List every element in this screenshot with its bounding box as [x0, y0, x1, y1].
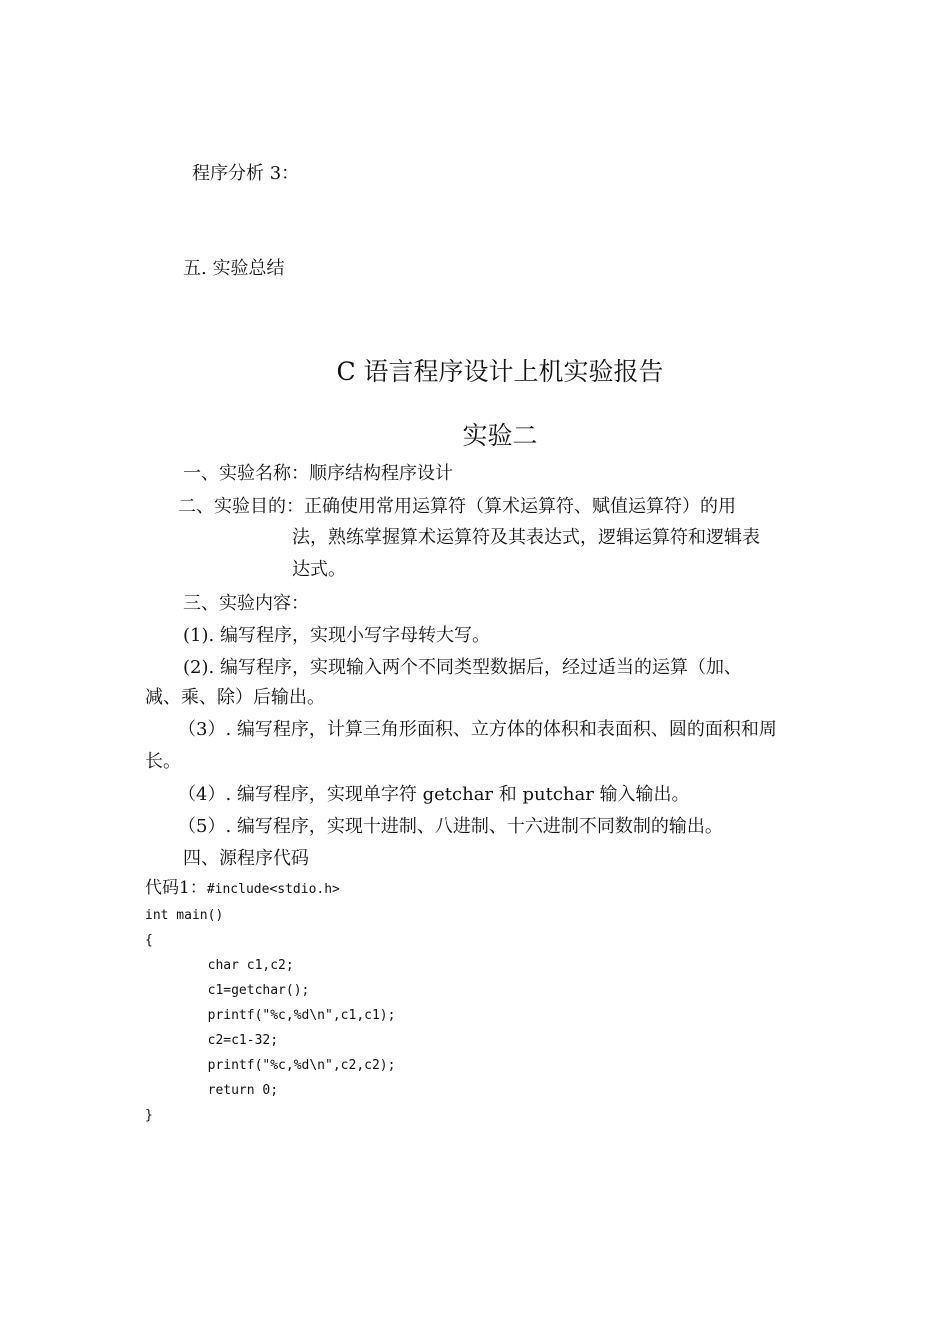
- code-line-10: }: [145, 1108, 153, 1123]
- task-2-line1: (2). 编写程序，实现输入两个不同类型数据后，经过适当的运算（加、: [183, 657, 742, 678]
- code-line-8: printf("%c,%d\n",c2,c2);: [145, 1058, 396, 1073]
- code-line-7: c2=c1-32;: [145, 1033, 279, 1048]
- program-analysis-3: 程序分析 3：: [192, 163, 300, 184]
- task-3-line2: 长。: [145, 751, 181, 772]
- experiment-content-heading: 三、实验内容：: [183, 593, 309, 614]
- code-line-6: printf("%c,%d\n",c1,c1);: [145, 1008, 396, 1023]
- task-5: （5）. 编写程序，实现十进制、八进制、十六进制不同数制的输出。: [178, 816, 723, 837]
- section-summary-heading: 五. 实验总结: [183, 258, 285, 279]
- report-title: C 语言程序设计上机实验报告: [336, 357, 664, 386]
- task-1: (1). 编写程序，实现小写字母转大写。: [183, 625, 490, 646]
- experiment-purpose-line2: 法，熟练掌握算术运算符及其表达式，逻辑运算符和逻辑表: [292, 527, 760, 548]
- task-4: （4）. 编写程序，实现单字符 getchar 和 putchar 输入输出。: [178, 784, 690, 805]
- task-2-line2: 减、乘、除）后输出。: [145, 687, 325, 708]
- code-line-4: char c1,c2;: [145, 958, 294, 973]
- code-block: [145, 873, 395, 1125]
- experiment-name: 一、实验名称：顺序结构程序设计: [183, 463, 453, 484]
- code-line-1: 代码1：#include<stdio.h>: [145, 878, 340, 898]
- experiment-purpose-line3: 达式。: [292, 559, 346, 580]
- code-line-5: c1=getchar();: [145, 983, 310, 998]
- code-line-3: {: [145, 933, 153, 948]
- source-code-heading: 四、源程序代码: [183, 848, 309, 869]
- task-3-line1: （3）. 编写程序，计算三角形面积、立方体的体积和表面积、圆的面积和周: [178, 719, 777, 740]
- code-label: 代码1：: [145, 878, 207, 898]
- code-line-2: int main(): [145, 908, 224, 923]
- report-subtitle: 实验二: [462, 421, 538, 450]
- experiment-purpose-line1: 二、实验目的：正确使用常用运算符（算术运算符、赋值运算符）的用: [178, 496, 736, 517]
- code-line-9: return 0;: [145, 1083, 279, 1098]
